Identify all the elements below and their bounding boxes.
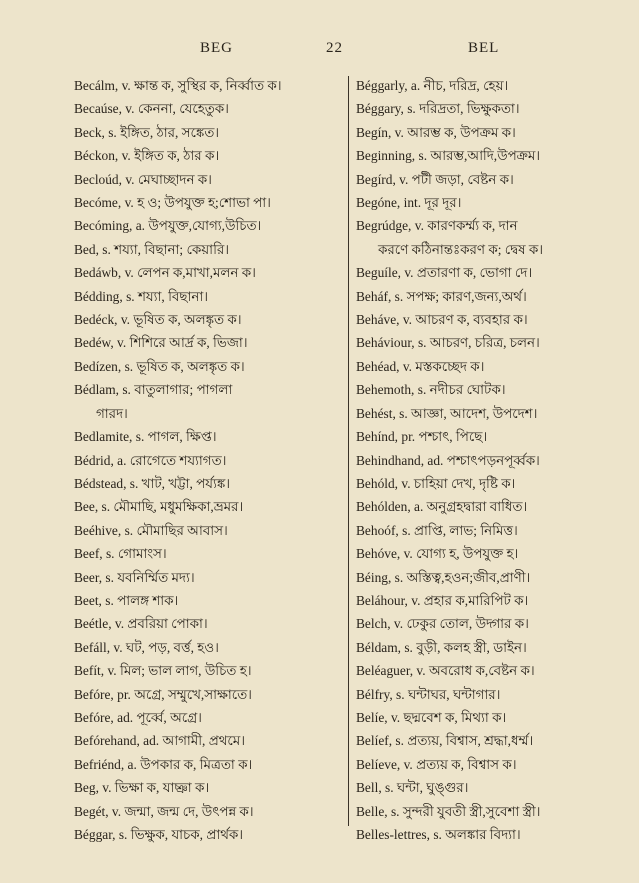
dictionary-entry: Bedízen, s. ভূষিত ক, অলঙ্কৃত ক। xyxy=(74,358,245,374)
dictionary-entry: Beláhour, v. প্রহার ক,মারিপিট ক। xyxy=(356,592,529,608)
dictionary-entry: Bedéck, v. ভূষিত ক, অলঙ্কৃত ক। xyxy=(74,312,242,328)
dictionary-entry: Begírd, v. পটী জড়া, বেষ্টন ক। xyxy=(356,171,514,187)
dictionary-entry: Beer, s. যবনির্ম্মিত মদ্য। xyxy=(74,569,195,585)
dictionary-entry: Belíe, v. ছদ্মবেশ ক, মিথ্যা ক। xyxy=(356,709,507,725)
dictionary-entry: Belíef, s. প্রত্যয়, বিশ্বাস, শ্রদ্ধা,ধর্ম্ম। xyxy=(356,733,534,749)
dictionary-entry: Beéhive, s. মৌমাছির আবাস। xyxy=(74,522,228,538)
dictionary-entry: Befórehand, ad. আগামী, প্রথমে। xyxy=(74,733,246,749)
column-divider xyxy=(348,76,349,826)
dictionary-entry: Belles-lettres, s. অলঙ্কার বিদ্যা। xyxy=(356,827,521,842)
dictionary-entry: Becóme, v. হ ও; উপযুক্ত হ;শোভা পা। xyxy=(74,195,271,211)
dictionary-entry: করণে কঠিনান্তঃকরণ ক; দ্বেষ ক। xyxy=(378,241,544,257)
header-left-guide: BEG xyxy=(200,40,233,56)
dictionary-entry: গারদ। xyxy=(96,405,128,421)
dictionary-entry: Bélfry, s. ঘন্টাঘর, ঘন্টাগার। xyxy=(356,686,501,702)
right-column xyxy=(356,74,632,846)
dictionary-entry: Belíeve, v. প্রত্যয় ক, বিশ্বাস ক। xyxy=(356,756,517,772)
dictionary-entry: Behindhand, ad. পশ্চাৎপড়নপূর্ব্বক। xyxy=(356,452,540,468)
dictionary-entry: Becaúse, v. কেননা, যেহেতুক। xyxy=(74,101,229,117)
dictionary-entry: Béckon, v. ইঙ্গিত ক, ঠার ক। xyxy=(74,148,220,164)
dictionary-entry: Becálm, v. ক্ষান্ত ক, সুস্থির ক, নির্ব্বাত ক। xyxy=(74,78,282,93)
dictionary-entry: Befáll, v. ঘট, পড়, বর্ত্ত, হও। xyxy=(74,639,219,655)
page-number: 22 xyxy=(326,40,343,56)
dictionary-entry: Bédstead, s. খাট, খট্টা, পর্য্যঙ্ক। xyxy=(74,475,231,491)
dictionary-entry: Behemoth, s. নদীচর ঘোটক। xyxy=(356,382,506,398)
dictionary-entry: Beginning, s. আরম্ভ,আদি,উপক্রম। xyxy=(356,148,541,164)
dictionary-entry: Belch, v. ঢেকুর তোল, উদ্গার ক। xyxy=(356,616,529,632)
dictionary-entry: Belle, s. সুন্দরী যুবতী স্ত্রী,সুবেশা স্ত্রী। xyxy=(356,803,541,819)
dictionary-entry: Beháve, v. আচরণ ক, ব্যবহার ক। xyxy=(356,312,528,328)
dictionary-entry: Béing, s. অস্তিত্ব,হওন;জীব,প্রাণী। xyxy=(356,569,531,585)
dictionary-entry: Bédding, s. শয্যা, বিছানা। xyxy=(74,288,209,304)
dictionary-entry: Begét, v. জন্মা, জন্ম দে, উৎপন্ন ক। xyxy=(74,803,254,819)
dictionary-entry: Befriénd, a. উপকার ক, মিত্রতা ক। xyxy=(74,756,253,772)
dictionary-entry: Bee, s. মৌমাছি, মধুমক্ষিকা,ভ্রমর। xyxy=(74,499,244,515)
running-header xyxy=(0,40,639,62)
dictionary-entry: Bedáwb, v. লেপন ক,মাখা,মলন ক। xyxy=(74,265,256,281)
dictionary-entry: Behéad, v. মস্তকচ্ছেদ ক। xyxy=(356,358,485,374)
dictionary-entry: Behínd, pr. পশ্চাৎ, পিছে। xyxy=(356,429,488,445)
dictionary-entry: Behóld, v. চাহিয়া দেখ, দৃষ্টি ক। xyxy=(356,475,516,491)
header-right-guide: BEL xyxy=(468,40,500,56)
dictionary-entry: Befít, v. মিল; ভাল লাগ, উচিত হ। xyxy=(74,663,252,679)
dictionary-entry: Béggar, s. ভিক্ষুক, যাচক, প্রার্থক। xyxy=(74,827,244,842)
dictionary-entry: Begrúdge, v. কারণকর্ম্ম্য ক, দান xyxy=(356,218,518,234)
dictionary-entry: Beháviour, s. আচরণ, চরিত্র, চলন। xyxy=(356,335,540,351)
dictionary-entry: Becóming, a. উপযুক্ত,যোগ্য,উচিত। xyxy=(74,218,262,234)
dictionary-entry: Behoóf, s. প্রাপ্তি, লাভ; নিমিত্ত। xyxy=(356,522,518,538)
dictionary-entry: Bell, s. ঘন্টা, ঘুঙ্গুর। xyxy=(356,780,469,796)
dictionary-entry: Behést, s. আজ্ঞা, আদেশ, উপদেশ। xyxy=(356,405,538,421)
dictionary-entry: Beet, s. পালঙ্গ শাক। xyxy=(74,592,179,608)
dictionary-entry: Béldam, s. বুড়ী, কলহ স্ত্রী, ডাইন। xyxy=(356,639,527,655)
dictionary-entry: Befóre, ad. পূর্ব্বে, অগ্রে। xyxy=(74,709,202,725)
dictionary-entry: Begín, v. আরম্ভ ক, উপক্রম ক। xyxy=(356,124,516,140)
dictionary-entry: Befóre, pr. অগ্রে, সম্মুখে,সাক্ষাতে। xyxy=(74,686,252,702)
dictionary-entry: Beléaguer, v. অবরোধ ক,বেষ্টন ক। xyxy=(356,663,535,679)
dictionary-entry: Behóve, v. যোগ্য হ, উপযুক্ত হ। xyxy=(356,546,519,562)
dictionary-entry: Bed, s. শয্যা, বিছানা; কেয়ারি। xyxy=(74,241,230,257)
dictionary-entry: Beháf, s. সপক্ষ; কারণ,জন্য,অর্থ। xyxy=(356,288,527,304)
dictionary-entry: Begóne, int. দূর দূর। xyxy=(356,195,462,211)
dictionary-entry: Beétle, v. প্রবরিয়া পোকা। xyxy=(74,616,208,632)
dictionary-entry: Bédlam, s. বাতুলাগার; পাগলা xyxy=(74,382,233,398)
dictionary-entry: Bedlamite, s. পাগল, ক্ষিপ্ত। xyxy=(74,429,217,445)
dictionary-entry: Beef, s. গোমাংস। xyxy=(74,546,167,562)
dictionary-entry: Bedéw, v. শিশিরে আর্দ্র ক, ভিজা। xyxy=(74,335,248,351)
dictionary-entry: Beguíle, v. প্রতারণা ক, ভোগা দে। xyxy=(356,265,533,281)
left-column xyxy=(74,74,350,846)
dictionary-entry: Béggarly, a. নীচ, দরিদ্র, হেয়। xyxy=(356,78,509,93)
dictionary-entry: Becloúd, v. মেঘাচ্ছাদন ক। xyxy=(74,171,212,187)
dictionary-entry: Beck, s. ইঙ্গিত, ঠার, সঙ্কেত। xyxy=(74,124,220,140)
dictionary-entry: Behólden, a. অনুগ্রহদ্বারা বাধিত। xyxy=(356,499,528,515)
dictionary-entry: Bédrid, a. রোগেতে শয্যাগত। xyxy=(74,452,227,468)
dictionary-entry: Beg, v. ভিক্ষা ক, যাচ্ঞা ক। xyxy=(74,780,210,796)
dictionary-entry: Béggary, s. দরিদ্রতা, ভিক্ষুকতা। xyxy=(356,101,520,117)
